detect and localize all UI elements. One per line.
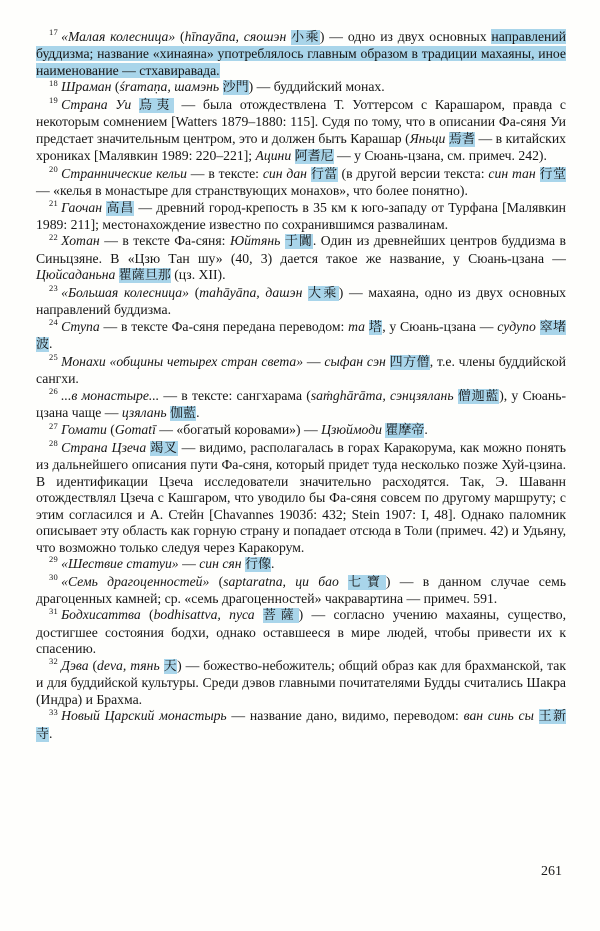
cjk-highlighted-text: 塔	[368, 319, 383, 335]
italic-term: «Малая колесница»	[61, 29, 176, 44]
text-segment: — в тексте:	[186, 165, 263, 181]
footnote-21	[36, 197, 566, 234]
italic-term: Юйтянь	[229, 233, 281, 249]
text-segment: , т.е. члены буддийской сангхи.	[36, 353, 566, 387]
cjk-highlighted-text: 窣堵波	[36, 319, 566, 353]
footnote-number: 26	[49, 385, 59, 396]
cjk-highlighted-text: 行堂	[539, 166, 566, 182]
italic-term: Яньци	[409, 130, 446, 146]
cjk-highlighted-text: 瞿薩旦那	[118, 268, 171, 284]
cjk-highlighted-text: 高昌	[106, 200, 135, 216]
cjk-highlighted-text: 行當	[310, 166, 338, 182]
text-segment: ), у Сюань-цзана чаще —	[36, 387, 566, 420]
footnote-number: 28	[49, 438, 59, 449]
text-segment: — древний город-крепость в 35 км к юго-западу от Турфана [Малявкин 1989: 211]; местонахождение известно по сохранившимся развалинам.	[36, 199, 566, 232]
text-segment: ) — в данном случае семь драгоценных камней; ср. «семь драгоценностей» чакравартина — примеч. 591.	[36, 573, 566, 606]
text-segment: — в тексте Фа-сяня:	[99, 233, 230, 249]
text-segment: ) — буддийский монах.	[248, 79, 385, 95]
italic-term: saṁghārāma, сэнцзялань	[310, 387, 454, 403]
text-segment: .	[270, 556, 275, 572]
cjk-highlighted-text: 瞿摩帝	[385, 423, 425, 439]
text-segment: ) — божество-небожитель; общий образ как для брахманской, так и для буддийской культуры. Среди дэвов главными почитателями Будды считались Шакра (Индра) и Брахма.	[36, 657, 566, 707]
footnote-number: 21	[49, 197, 59, 208]
italic-term: «Большая колесница»	[61, 284, 189, 300]
footnote-19	[36, 97, 566, 166]
italic-term: син дан	[262, 165, 307, 181]
footnotes-list	[36, 29, 566, 743]
footnote-32	[36, 658, 566, 708]
italic-term: Гаочан	[61, 199, 103, 215]
cjk-highlighted-text: 于闐	[284, 234, 313, 250]
text-segment: .	[424, 422, 428, 438]
italic-term: судупо	[497, 318, 536, 334]
text-segment: ) — одно из двух основных	[319, 29, 492, 44]
text-segment: — название дано, видимо, переводом:	[226, 708, 464, 724]
italic-term: Ступа	[61, 318, 100, 334]
italic-term: син тан	[488, 165, 536, 181]
cjk-highlighted-text: 大乘	[308, 285, 339, 301]
italic-term: Хотан	[61, 233, 100, 249]
footnote-number: 32	[49, 656, 59, 667]
text-segment: (	[106, 422, 115, 438]
footnote-17	[36, 29, 566, 79]
cjk-highlighted-text: 僧迦藍	[457, 388, 500, 404]
footnote-30	[36, 571, 566, 608]
footnote-26	[36, 385, 566, 423]
footnote-33	[36, 708, 566, 743]
footnote-22	[36, 233, 566, 284]
text-segment	[339, 574, 348, 589]
italic-term: «Семь драгоценностей»	[61, 573, 210, 589]
italic-term: цзялань	[121, 404, 167, 420]
footnote-number: 22	[49, 231, 59, 242]
italic-term: Gomatī	[114, 422, 156, 438]
italic-term: Страна Уи	[61, 96, 132, 112]
cjk-highlighted-text: 烏夷	[139, 97, 174, 113]
text-segment: — видимо, располагалась в горах Каракорума, как можно понять из дальнейшего описания пути Фа-сяня, который придет туда несколько позже Хуй-цзина. В идентификации Цзеча исследователи значительно расходятся. Так, Э. Шаванн отождествлял Цзеча с Кашгаром, что уводило бы Фа-сяня совсем по другому маршруту; с этим согласился и А. Стейн [Chavannes 1903б: 432; Stein 1907: I, 48]. Однако паломник описывает эту область как горную страну и попадает отсюда в Толи (примеч. 42) и Удьяну, что возможно только следуя через Каракорум.	[36, 439, 567, 555]
cjk-highlighted-text: 行像	[244, 557, 271, 573]
text-segment: —	[303, 353, 325, 369]
text-segment	[255, 607, 263, 622]
footnote-number: 17	[49, 27, 59, 38]
footnote-31	[36, 607, 566, 657]
text-segment: (	[88, 657, 98, 673]
footnote-18	[36, 79, 566, 96]
italic-term: Цюйсаданьна	[36, 267, 116, 283]
text-segment: . Один из древнейших центров буддизма в Синьцзяне. В «Цзю Тан шу» (40, 3) дается такое же название, у Сюань-цзана —	[36, 233, 566, 266]
footnote-23	[36, 285, 566, 319]
footnote-number: 27	[49, 420, 59, 431]
text-segment	[536, 166, 540, 181]
italic-term: mahāyāna, дашэн	[199, 284, 303, 300]
page-number: 261	[541, 864, 562, 879]
italic-term: Дэва	[61, 657, 89, 673]
text-segment: ) — согласно учению махаяны, существо, достигшее состояния бодхи, однако оставшееся в мире людей, чтобы привести их к спасению.	[36, 607, 566, 657]
footnote-number: 18	[49, 77, 59, 88]
text-segment: (	[111, 79, 120, 95]
text-segment: .	[49, 336, 53, 352]
footnote-29	[36, 556, 566, 573]
italic-term: hīnayāna, сяошэн	[184, 29, 287, 44]
italic-term: deva, тянь	[97, 657, 160, 673]
text-segment: —	[178, 556, 200, 572]
text-segment: (	[209, 573, 224, 589]
cjk-highlighted-text: 王新寺	[36, 709, 566, 742]
footnote-28	[36, 440, 566, 556]
italic-term: син сян	[199, 556, 242, 572]
italic-term: Страна Цзеча	[61, 439, 147, 455]
italic-term: Страннические кельи	[61, 165, 187, 181]
cjk-highlighted-text: 焉耆	[448, 131, 475, 147]
text-segment: ) — махаяна, одно из двух основных направлений буддизма.	[36, 284, 566, 318]
cjk-highlighted-text: 七寶	[348, 574, 386, 590]
text-segment: .	[49, 725, 53, 741]
footnote-number: 33	[49, 706, 59, 717]
footnote-number: 30	[49, 571, 59, 582]
text-segment: (	[140, 607, 154, 623]
italic-term: ван синь сы	[463, 708, 534, 724]
italic-term: Бодхисаттва	[61, 607, 141, 623]
footnote-number: 19	[49, 95, 59, 106]
italic-term: сыфан сэн	[324, 353, 386, 369]
text-segment: — «богатый коровами») —	[155, 422, 322, 438]
italic-term: Гомати	[61, 422, 107, 438]
text-segment: (в другой версии текста:	[337, 165, 489, 181]
italic-term: Новый Царский монастырь	[61, 708, 227, 724]
cjk-highlighted-text: 伽藍	[170, 405, 197, 421]
cjk-highlighted-text: 竭叉	[150, 440, 178, 456]
italic-term: bodhisattva, пуса	[153, 607, 255, 623]
italic-term: saptaratna, ци бао	[223, 573, 339, 589]
text-segment: (	[175, 29, 185, 44]
cjk-highlighted-text: 天	[163, 658, 178, 674]
text-segment: — в тексте: сангхарама (	[159, 387, 311, 403]
text-segment	[131, 97, 139, 112]
footnote-number: 25	[49, 352, 59, 363]
footnote-25	[36, 354, 566, 388]
cjk-highlighted-text: 小乘	[291, 30, 320, 45]
cjk-highlighted-text: 阿耆尼	[294, 149, 334, 165]
italic-term: Цзюймоди	[321, 422, 382, 438]
footnote-number: 24	[49, 317, 59, 328]
cjk-highlighted-text: 四方僧	[389, 354, 430, 370]
text-segment	[534, 708, 539, 723]
italic-term: Монахи «общины четырех стран света»	[61, 353, 304, 369]
text-segment: — в тексте Фа-сяня передана переводом:	[99, 318, 349, 334]
italic-term: śramaṇa, шамэнь	[119, 79, 220, 95]
text-segment: — «келья в монастыре для странствующих монахов», что более понятно).	[36, 183, 468, 199]
text-segment: , у Сюань-цзана —	[382, 318, 498, 334]
italic-term: та	[348, 318, 366, 334]
footnote-27	[36, 422, 566, 439]
text-segment: — в китайских хрониках [Малявкин 1989: 220–221];	[36, 130, 566, 164]
cjk-highlighted-text: 沙門	[222, 80, 249, 96]
italic-term: «Шествие статуи»	[61, 556, 179, 572]
text-segment: — у Сюань-цзана, см. примеч. 242).	[333, 148, 547, 164]
text-segment: (	[188, 284, 200, 300]
cjk-highlighted-text: 菩薩	[262, 608, 299, 624]
footnote-number: 23	[49, 283, 59, 294]
footnote-24	[36, 319, 566, 354]
text-segment: — была отождествлена Т. Уоттерсом с Карашаром, правда с некоторым сомнением [Watters 1879–1880: 115]. Судя по тому, что в описании Фа-сяня Уи предстает значительным центром, это и должен быть Карашар (	[36, 96, 566, 146]
italic-term: ...в монастыре...	[61, 387, 160, 403]
italic-term: Шраман	[61, 79, 112, 95]
footnote-number: 31	[49, 605, 59, 616]
selection-highlighted-text: направлений буддизма; название «хинаяна» употреблялось главным образом в традиции махаяны, иное наименование — стхавиравада.	[36, 29, 567, 78]
footnote-20	[36, 166, 566, 200]
text-segment: (цз. XII).	[170, 267, 226, 283]
italic-term: Ацини	[255, 148, 292, 164]
footnote-number: 20	[49, 164, 59, 175]
text-segment: .	[196, 404, 200, 420]
footnote-number: 29	[49, 554, 59, 565]
